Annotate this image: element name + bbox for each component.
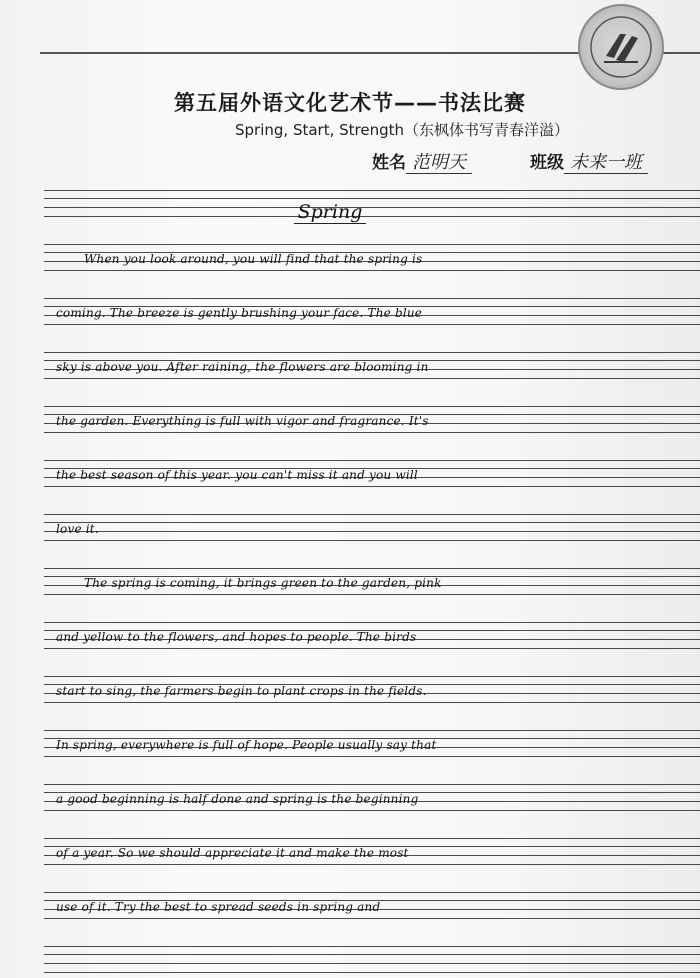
essay-line: use of it. Try the best to spread seeds in spring and [56, 900, 381, 914]
class-label: 班级 [530, 153, 564, 173]
name-label: 姓名 [372, 153, 406, 173]
competition-title: 第五届外语文化艺术节——书法比赛 [174, 91, 526, 115]
essay-line: a good beginning is half done and spring is the beginning [56, 792, 419, 806]
essay-line: The spring is coming, it brings green to the garden, pink [84, 576, 442, 590]
essay-line: In spring, everywhere is full of hope. People usually say that [56, 738, 437, 752]
essay-title: Spring [0, 201, 660, 223]
school-seal-logo [578, 4, 664, 90]
essay-line: When you look around, you will find that the spring is [84, 252, 423, 266]
student-class-field [530, 148, 648, 174]
competition-subtitle: Spring, Start, Strength（东枫体书写青春洋溢） [235, 121, 570, 139]
essay-line: and yellow to the flowers, and hopes to people. The birds [56, 630, 417, 644]
essay-line: coming. The breeze is gently brushing your face. The blue [56, 306, 423, 320]
essay-line: love it. [56, 522, 99, 536]
essay-line: of a year. So we should appreciate it and make the most [56, 846, 409, 860]
essay-line: start to sing, the farmers begin to plant crops in the fields. [56, 684, 427, 698]
essay-line: the best season of this year. you can't miss it and you will [56, 468, 418, 482]
essay-line: sky is above you. After raining, the flowers are blooming in [56, 360, 429, 374]
student-name-field [372, 148, 472, 174]
ruled-row [44, 946, 700, 972]
essay-line: the garden. Everything is full with vigor and fragrance. It's [56, 414, 429, 428]
class-value: 未来一班 [564, 152, 648, 174]
name-value: 范明天 [406, 152, 472, 174]
